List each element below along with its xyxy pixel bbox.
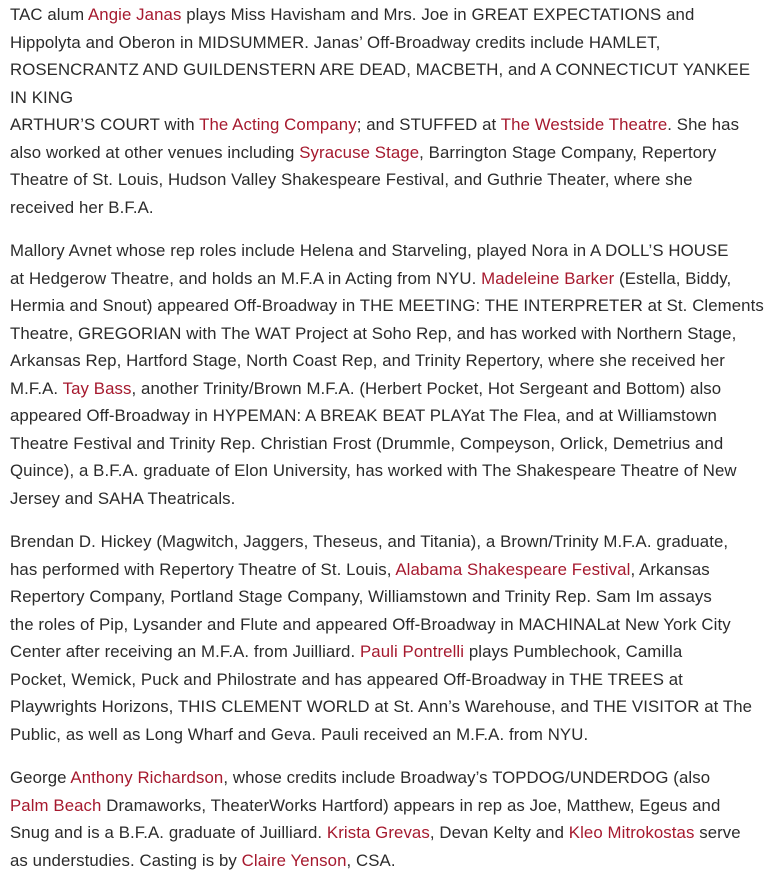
text-run: received her B.F.A. xyxy=(10,198,154,217)
text-line xyxy=(10,583,767,611)
text-line xyxy=(10,292,767,320)
text-line xyxy=(10,638,767,666)
text-line xyxy=(10,721,767,749)
text-run: Hippolyta and Oberon in MIDSUMMER. Janas’ Off-Broadway credits include HAMLET, xyxy=(10,33,660,52)
text-run: the roles of Pip, Lysander and Flute and appeared Off-Broadway in MACHINALat New York City xyxy=(10,615,731,634)
text-run: Brendan D. Hickey (Magwitch, Jaggers, Theseus, and Titania), a Brown/Trinity M.F.A. graduate, xyxy=(10,532,728,551)
text-run: ; and STUFFED at xyxy=(357,115,501,134)
text-link[interactable]: Anthony Richardson xyxy=(70,768,223,787)
text-run: appeared Off-Broadway in HYPEMAN: A BREAK BEAT PLAYat The Flea, and at Williamstown xyxy=(10,406,717,425)
text-run: Dramaworks, TheaterWorks Hartford) appears in rep as Joe, Matthew, Egeus and xyxy=(101,796,720,815)
text-line xyxy=(10,847,767,874)
text-run: plays Pumblechook, Camilla xyxy=(464,642,682,661)
text-link[interactable]: Angie Janas xyxy=(88,5,181,24)
text-run: , CSA. xyxy=(347,851,396,870)
text-link[interactable]: Tay Bass xyxy=(63,379,132,398)
text-run: Arkansas Rep, Hartford Stage, North Coast Rep, and Trinity Repertory, where she received her xyxy=(10,351,725,370)
text-run: has performed with Repertory Theatre of St. Louis, xyxy=(10,560,395,579)
text-run: , Devan Kelty and xyxy=(430,823,569,842)
text-run: Center after receiving an M.F.A. from Juilliard. xyxy=(10,642,360,661)
text-line xyxy=(10,666,767,694)
text-line xyxy=(10,611,767,639)
text-line xyxy=(10,237,767,265)
text-line xyxy=(10,693,767,721)
text-link[interactable]: The Acting Company xyxy=(199,115,357,134)
text-run: Hermia and Snout) appeared Off-Broadway in THE MEETING: THE INTERPRETER at St. Clements xyxy=(10,296,764,315)
paragraph-cast-richardson-understudies xyxy=(10,764,767,874)
text-line xyxy=(10,528,767,556)
text-run: Theatre, GREGORIAN with The WAT Project at Soho Rep, and has worked with Northern Stage, xyxy=(10,324,736,343)
text-line xyxy=(10,792,767,820)
text-run: Repertory Company, Portland Stage Company, Williamstown and Trinity Rep. Sam Im assays xyxy=(10,587,712,606)
text-line xyxy=(10,1,767,29)
text-run: , Arkansas xyxy=(630,560,709,579)
text-line xyxy=(10,139,767,167)
text-link[interactable]: Palm Beach xyxy=(10,796,101,815)
text-line xyxy=(10,29,767,57)
text-line xyxy=(10,764,767,792)
text-line xyxy=(10,320,767,348)
text-link[interactable]: Madeleine Barker xyxy=(481,269,614,288)
text-line xyxy=(10,166,767,194)
text-line xyxy=(10,402,767,430)
text-line xyxy=(10,347,767,375)
text-line xyxy=(10,485,767,513)
text-link[interactable]: Pauli Pontrelli xyxy=(360,642,464,661)
text-run: M.F.A. xyxy=(10,379,63,398)
text-line xyxy=(10,457,767,485)
paragraph-cast-hickey-im-pontrelli xyxy=(10,528,767,748)
text-run: serve xyxy=(694,823,740,842)
text-run: Public, as well as Long Wharf and Geva. Pauli received an M.F.A. from NYU. xyxy=(10,725,588,744)
text-run: Theatre of St. Louis, Hudson Valley Shakespeare Festival, and Guthrie Theater, where she xyxy=(10,170,693,189)
text-run: Pocket, Wemick, Puck and Philostrate and has appeared Off-Broadway in THE TREES at xyxy=(10,670,683,689)
text-run: George xyxy=(10,768,70,787)
text-line xyxy=(10,430,767,458)
text-run: Quince), a B.F.A. graduate of Elon University, has worked with The Shakespeare Theatre of New xyxy=(10,461,737,480)
text-run: Snug and is a B.F.A. graduate of Juilliard. xyxy=(10,823,327,842)
text-line xyxy=(10,375,767,403)
text-run: Playwrights Horizons, THIS CLEMENT WORLD at St. Ann’s Warehouse, and THE VISITOR at The xyxy=(10,697,752,716)
text-line xyxy=(10,819,767,847)
text-run: . She has xyxy=(667,115,739,134)
text-run: (Estella, Biddy, xyxy=(614,269,731,288)
text-link[interactable]: The Westside Theatre xyxy=(501,115,667,134)
text-line xyxy=(10,56,767,111)
paragraph-cast-avnet-barker-bass-frost xyxy=(10,237,767,512)
text-run: , whose credits include Broadway’s TOPDOG/UNDERDOG (also xyxy=(223,768,710,787)
text-link[interactable]: Syracuse Stage xyxy=(299,143,419,162)
text-link[interactable]: Kleo Mitrokostas xyxy=(569,823,695,842)
text-run: ROSENCRANTZ AND GUILDENSTERN ARE DEAD, MACBETH, and A CONNECTICUT YANKEE IN KING xyxy=(10,60,755,107)
text-run: Mallory Avnet whose rep roles include Helena and Starveling, played Nora in A DOLL’S HOUSE xyxy=(10,241,729,260)
text-link[interactable]: Claire Yenson xyxy=(242,851,347,870)
text-run: as understudies. Casting is by xyxy=(10,851,242,870)
text-link[interactable]: Alabama Shakespeare Festival xyxy=(395,560,630,579)
text-run: Theatre Festival and Trinity Rep. Christian Frost (Drummle, Compeyson, Orlick, Demetrius and xyxy=(10,434,723,453)
text-run: TAC alum xyxy=(10,5,88,24)
text-run: ARTHUR’S COURT with xyxy=(10,115,199,134)
text-run: plays Miss Havisham and Mrs. Joe in GREAT EXPECTATIONS and xyxy=(181,5,694,24)
text-run: , another Trinity/Brown M.F.A. (Herbert Pocket, Hot Sergeant and Bottom) also xyxy=(132,379,722,398)
paragraph-cast-janas xyxy=(10,1,767,221)
text-line xyxy=(10,556,767,584)
text-run: at Hedgerow Theatre, and holds an M.F.A in Acting from NYU. xyxy=(10,269,481,288)
text-run: , Barrington Stage Company, Repertory xyxy=(419,143,716,162)
text-link[interactable]: Krista Grevas xyxy=(327,823,430,842)
text-run: Jersey and SAHA Theatricals. xyxy=(10,489,235,508)
text-line xyxy=(10,194,767,222)
text-line xyxy=(10,111,767,139)
text-line xyxy=(10,265,767,293)
text-run: also worked at other venues including xyxy=(10,143,299,162)
